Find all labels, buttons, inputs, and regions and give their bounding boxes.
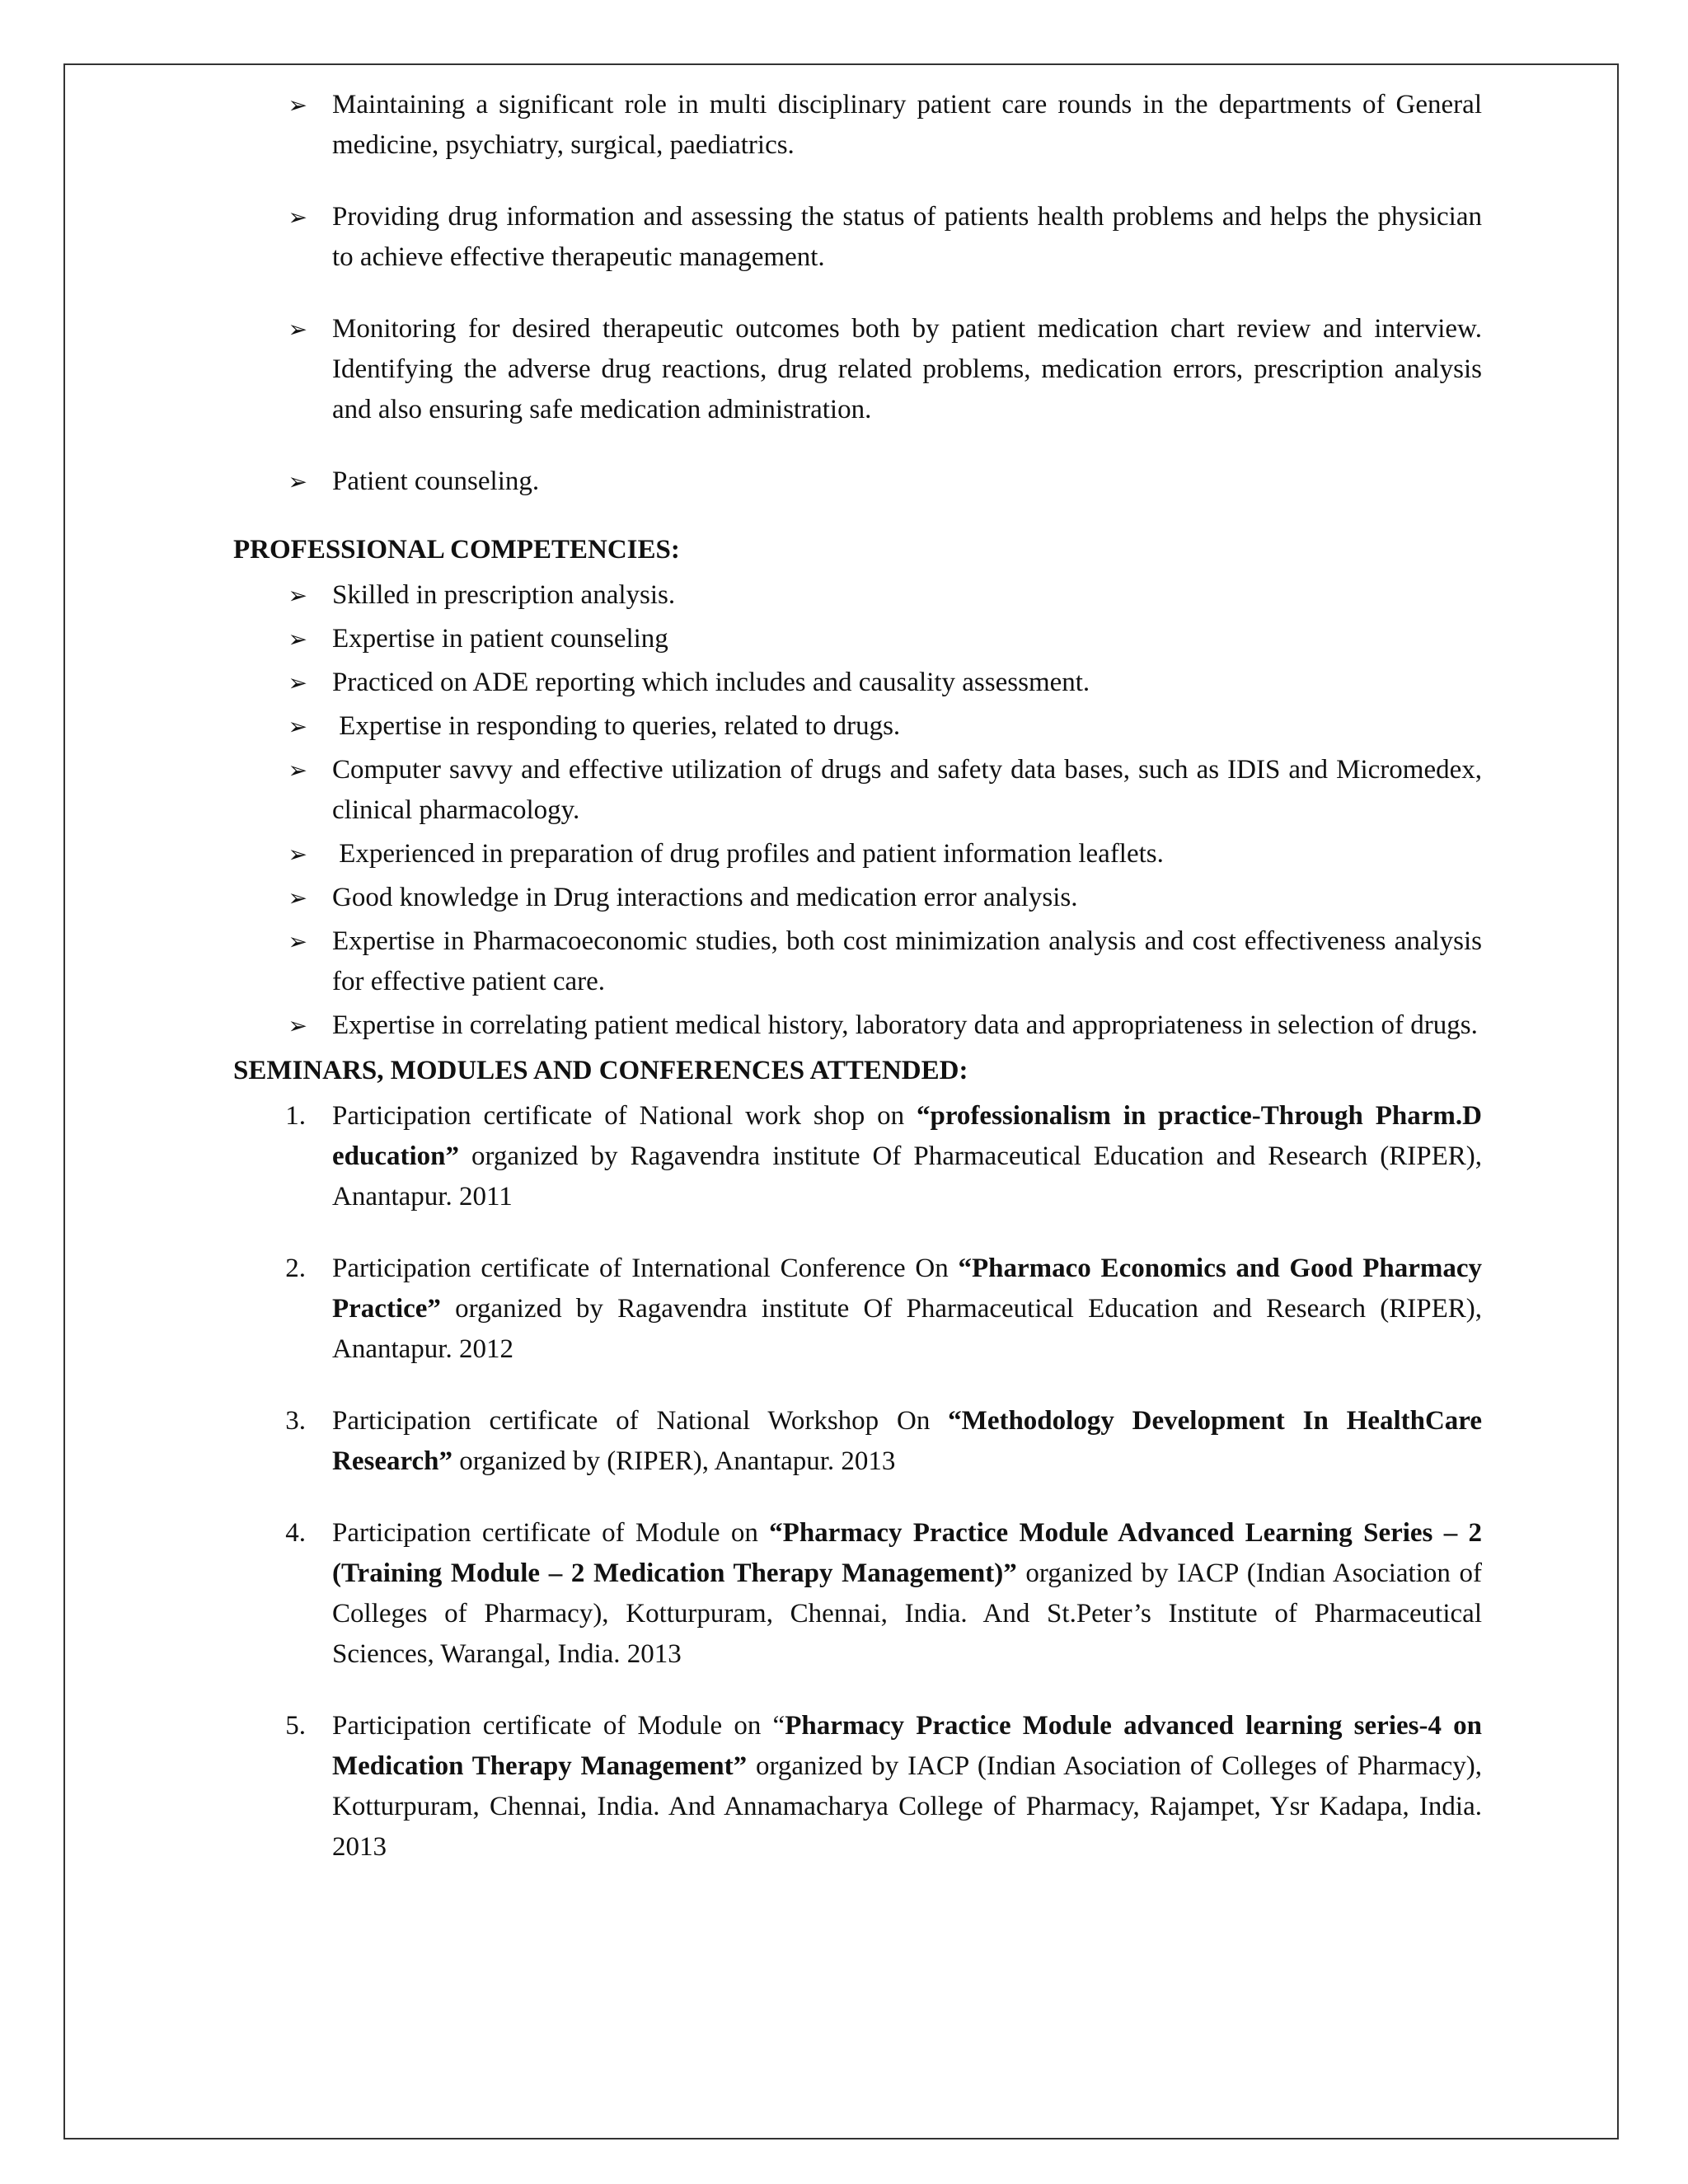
seminar-number: 1. <box>285 1101 306 1131</box>
arrow-bullet-icon: ➢ <box>288 468 307 495</box>
competency-item <box>233 619 1482 659</box>
arrow-bullet-icon: ➢ <box>288 757 307 784</box>
competency-text: Practiced on ADE reporting which includes and causality assessment. <box>332 668 1090 697</box>
arrow-bullet-icon: ➢ <box>288 669 307 696</box>
arrow-bullet-icon: ➢ <box>288 316 307 343</box>
competency-item <box>233 834 1482 874</box>
arrow-bullet-icon: ➢ <box>288 204 307 231</box>
seminar-number: 5. <box>285 1711 306 1741</box>
arrow-bullet-icon: ➢ <box>288 91 307 119</box>
bullet-text: Providing drug information and assessing the status of patients health problems and helps the physician to achieve effective therapeutic management. <box>332 202 1482 272</box>
seminar-text: Participation certificate of International Conference On “Pharmaco Economics and Good Pharmacy Practice” organized by Ragavendra institute Of Pharmaceutical Education and Research (RIPER), Anantapur. 2012 <box>332 1254 1482 1364</box>
bullet-item <box>233 309 1482 430</box>
section-heading-seminars: SEMINARS, MODULES AND CONFERENCES ATTENDED: <box>233 1056 968 1085</box>
bullet-item <box>233 462 1482 502</box>
seminar-text: Participation certificate of Module on “Pharmacy Practice Module advanced learning series-4 on Medication Therapy Management” organized by IACP (Indian Asociation of Colleges of Pharmacy), Kotturpuram, Chennai, India. And Annamacharya College of Pharmacy, Rajampet, Ysr Kadapa, India. 2013 <box>332 1711 1483 1862</box>
seminar-item <box>233 1249 1482 1370</box>
section-heading-competencies: PROFESSIONAL COMPETENCIES: <box>233 535 680 565</box>
competency-item <box>233 1005 1482 1046</box>
arrow-bullet-icon: ➢ <box>288 884 307 912</box>
seminar-item <box>233 1096 1482 1217</box>
bullet-text: Monitoring for desired therapeutic outcomes both by patient medication chart review and interview. Identifying the adverse drug reactions, drug related problems, medication errors, prescription analysis and also ensuring safe medication administration. <box>332 314 1482 424</box>
seminar-number: 4. <box>285 1518 306 1548</box>
competency-text: Expertise in correlating patient medical history, laboratory data and appropriateness in selection of drugs. <box>332 1010 1478 1040</box>
arrow-bullet-icon: ➢ <box>288 713 307 740</box>
seminar-text: Participation certificate of National work shop on “professionalism in practice-Through Pharm.D education” organized by Ragavendra institute Of Pharmaceutical Education and Research (RIPER), Anantapur. 2011 <box>332 1101 1483 1212</box>
bullet-text: Patient counseling. <box>332 466 540 496</box>
seminar-item <box>233 1513 1482 1675</box>
arrow-bullet-icon: ➢ <box>288 841 307 868</box>
competency-item <box>233 706 1482 747</box>
competency-text: Expertise in responding to queries, related to drugs. <box>332 711 901 741</box>
competency-item <box>233 921 1482 1002</box>
arrow-bullet-icon: ➢ <box>288 928 307 955</box>
arrow-bullet-icon: ➢ <box>288 582 307 609</box>
competency-text: Skilled in prescription analysis. <box>332 580 676 610</box>
competency-item <box>233 878 1482 918</box>
resume-page <box>233 85 1482 1868</box>
competency-text: Expertise in Pharmacoeconomic studies, both cost minimization analysis and cost effectiveness analysis for effective patient care. <box>332 926 1482 996</box>
bullet-text: Maintaining a significant role in multi disciplinary patient care rounds in the departments of General medicine, psychiatry, surgical, paediatrics. <box>332 90 1482 160</box>
competency-item <box>233 575 1482 616</box>
seminar-item <box>233 1401 1482 1482</box>
competency-text: Experienced in preparation of drug profiles and patient information leaflets. <box>332 839 1164 869</box>
seminar-text: Participation certificate of Module on “Pharmacy Practice Module Advanced Learning Series – 2 (Training Module – 2 Medication Therapy Management)” organized by IACP (Indian Asociation of Colleges of Pharmacy), Kotturpuram, Chennai, India. And St.Peter’s Institute of Pharmaceutical Sciences, Warangal, India. 2013 <box>332 1518 1482 1669</box>
arrow-bullet-icon: ➢ <box>288 1012 307 1039</box>
seminar-number: 3. <box>285 1406 306 1436</box>
bullet-item <box>233 85 1482 166</box>
competency-item <box>233 663 1482 703</box>
competency-text: Good knowledge in Drug interactions and medication error analysis. <box>332 883 1078 912</box>
seminar-item <box>233 1706 1482 1868</box>
competency-text: Computer savvy and effective utilization of drugs and safety data bases, such as IDIS and Micromedex, clinical pharmacology. <box>332 755 1482 825</box>
seminar-number: 2. <box>285 1254 306 1283</box>
seminar-text: Participation certificate of National Workshop On “Methodology Development In HealthCare Research” organized by (RIPER), Anantapur. 2013 <box>332 1406 1482 1476</box>
bullet-item <box>233 197 1482 278</box>
competency-item <box>233 750 1482 831</box>
arrow-bullet-icon: ➢ <box>288 626 307 653</box>
competency-text: Expertise in patient counseling <box>332 624 668 654</box>
